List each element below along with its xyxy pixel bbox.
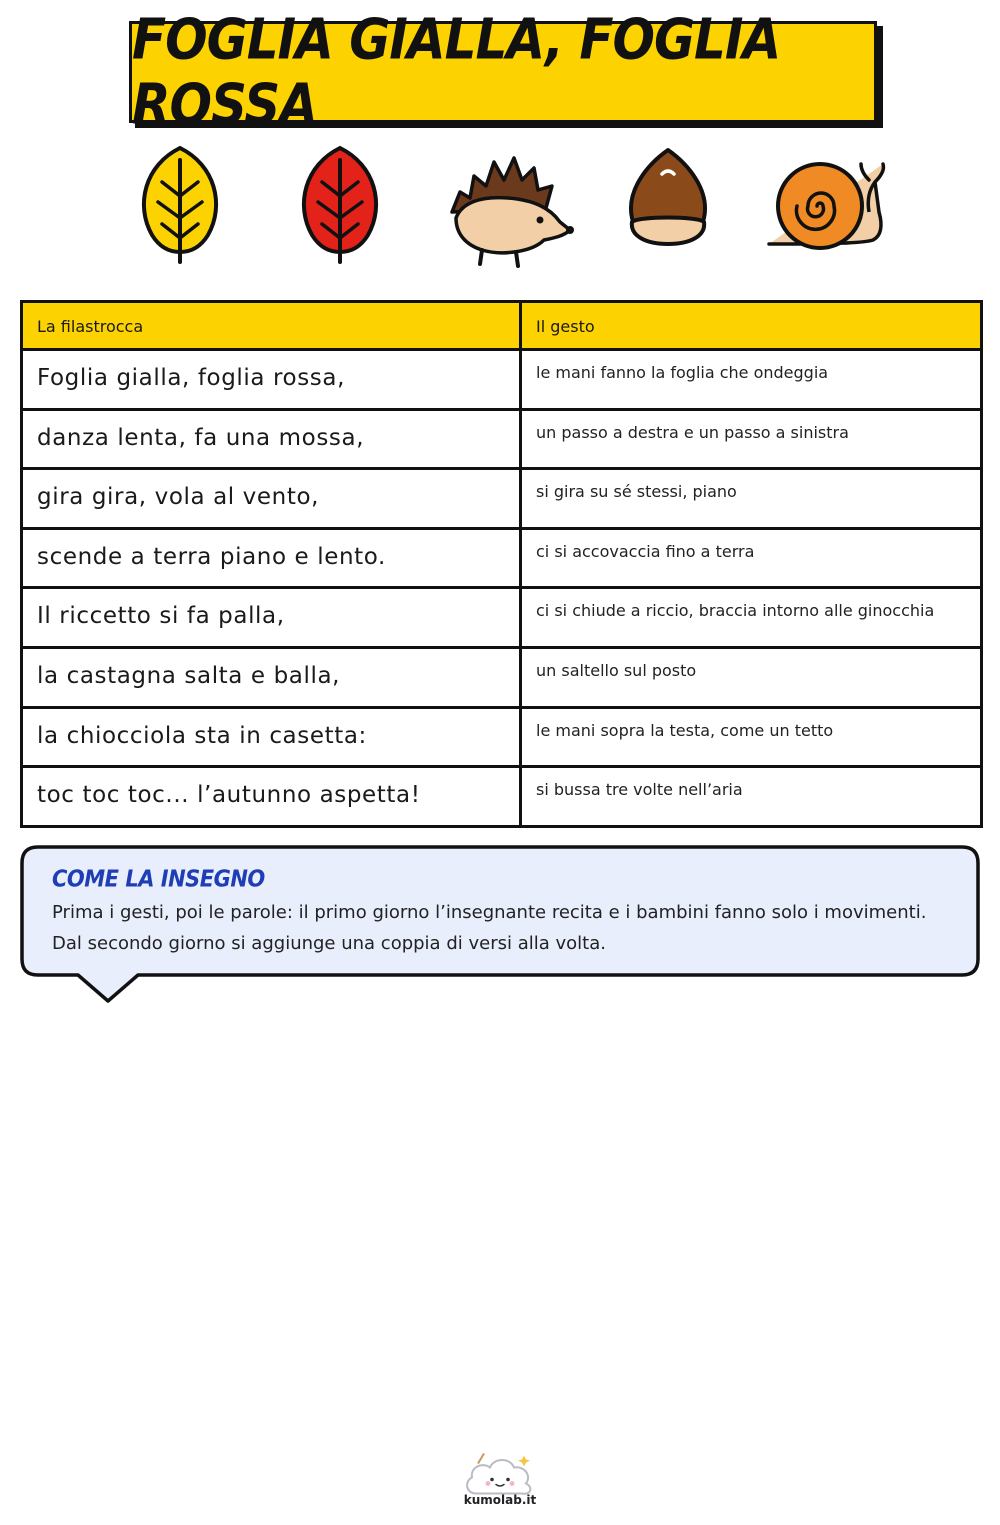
snail-icon bbox=[765, 140, 890, 255]
icon-row bbox=[120, 140, 900, 270]
header-rhyme: La filastrocca bbox=[22, 302, 521, 350]
table-row bbox=[22, 707, 982, 767]
gesture-cell: si gira su sé stessi, piano bbox=[521, 469, 982, 529]
header-gesture: Il gesto bbox=[521, 302, 982, 350]
table-row bbox=[22, 469, 982, 529]
gesture-cell: un saltello sul posto bbox=[521, 647, 982, 707]
title-box bbox=[129, 7, 877, 137]
page-title: FOGLIA GIALLA, FOGLIA ROSSA bbox=[132, 7, 781, 137]
red-leaf-icon bbox=[290, 140, 390, 265]
verse-cell: gira gira, vola al vento, bbox=[22, 469, 521, 529]
gesture-cell: ci si accovaccia fino a terra bbox=[521, 528, 982, 588]
verse-cell: danza lenta, fa una mossa, bbox=[22, 409, 521, 469]
table-row bbox=[22, 409, 982, 469]
verse-cell: Foglia gialla, foglia rossa, bbox=[22, 350, 521, 410]
table-row bbox=[22, 767, 982, 827]
chestnut-icon bbox=[618, 140, 718, 255]
verse-cell: la chiocciola sta in casetta: bbox=[22, 707, 521, 767]
table-header-row bbox=[22, 302, 982, 350]
gesture-cell: ci si chiude a riccio, braccia intorno alle ginocchia bbox=[521, 588, 982, 648]
verse-cell: la castagna salta e balla, bbox=[22, 647, 521, 707]
table-row bbox=[22, 588, 982, 648]
verse-cell: scende a terra piano e lento. bbox=[22, 528, 521, 588]
table-row bbox=[22, 350, 982, 410]
teaching-note bbox=[20, 845, 980, 1005]
verse-cell: Il riccetto si fa palla, bbox=[22, 588, 521, 648]
footer-brand: kumolab.it bbox=[463, 1493, 537, 1507]
note-body: Prima i gesti, poi le parole: il primo giorno l’insegnante recita e i bambini fanno solo i movimenti. Dal secondo giorno si aggiunge una coppia di versi alla volta. bbox=[52, 902, 927, 954]
gesture-cell: le mani sopra la testa, come un tetto bbox=[521, 707, 982, 767]
verse-cell: toc toc toc... l’autunno aspetta! bbox=[22, 767, 521, 827]
hedgehog-icon bbox=[442, 140, 577, 270]
table-row bbox=[22, 528, 982, 588]
title-banner bbox=[129, 7, 877, 137]
note-title: COME LA INSEGNO bbox=[52, 865, 265, 893]
rhyme-table bbox=[20, 300, 983, 828]
gesture-cell: un passo a destra e un passo a sinistra bbox=[521, 409, 982, 469]
yellow-leaf-icon bbox=[130, 140, 230, 265]
gesture-cell: si bussa tre volte nell’aria bbox=[521, 767, 982, 827]
gesture-cell: le mani fanno la foglia che ondeggia bbox=[521, 350, 982, 410]
table-row bbox=[22, 647, 982, 707]
